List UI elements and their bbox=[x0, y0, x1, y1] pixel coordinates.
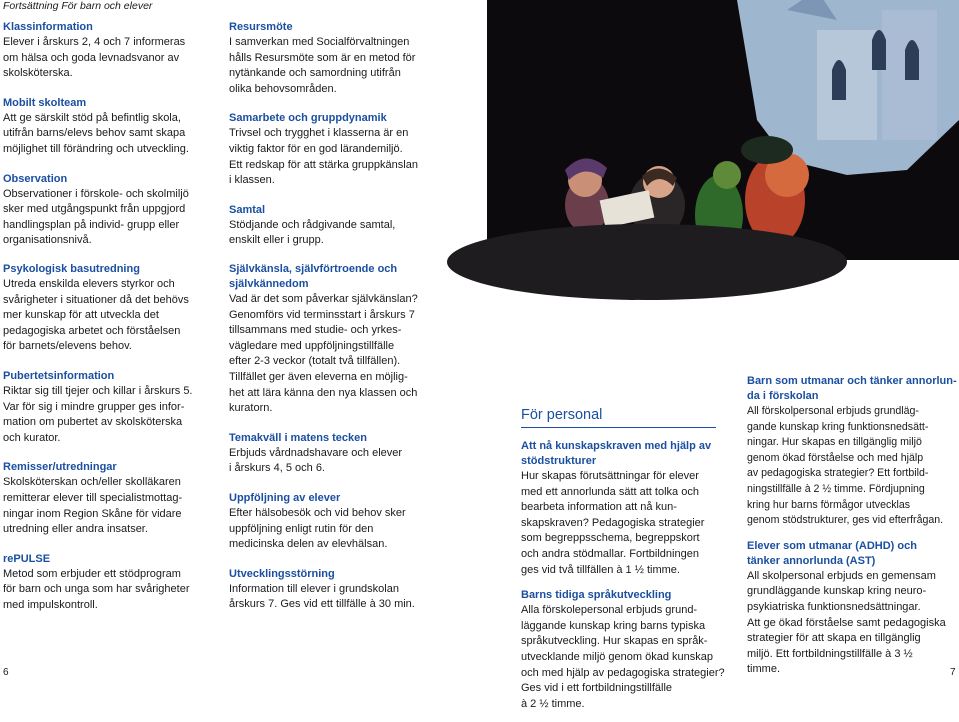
section-barn-som-utmanar bbox=[747, 374, 959, 529]
section-body: All skolpersonal erbjuds en gemensam grundläggande kunskap kring neuro- psykiatriska funktionsnedsättningar. Att ge ökad förståelse samt pedagogiska strategier för att skapa en tillgänglig miljö. Ett fortbildningstillfälle à 3 ½ timme. bbox=[747, 569, 946, 676]
section-psykologisk-basutredning bbox=[3, 262, 215, 355]
photo-illustration bbox=[487, 0, 959, 260]
section-sjalvkansla bbox=[229, 262, 439, 417]
section-heading: Remisser/utredningar bbox=[3, 461, 117, 474]
section-body: I samverkan med Socialförvaltningen hålls Resursmöte som är en metod för nytänkande och samordning utifrån olika behovsområden. bbox=[229, 36, 416, 95]
page-number-left: 6 bbox=[3, 667, 9, 678]
section-observation bbox=[3, 172, 215, 249]
section-heading: Samtal bbox=[229, 203, 266, 216]
section-body: Stödjande och rådgivande samtal, enskilt eller i grupp. bbox=[229, 218, 396, 247]
section-resursmote bbox=[229, 20, 439, 97]
column-left-top bbox=[3, 20, 215, 263]
section-body: Riktar sig till tjejer och killar i årskurs 5. Var för sig i mindre grupper ges infor- mation om pubertet av skolsköterska och kurator. bbox=[3, 384, 193, 444]
section-stodstrukturer bbox=[521, 439, 736, 578]
photo-children-reading-puppet-theater bbox=[487, 0, 959, 260]
column-middle-bottom bbox=[229, 262, 439, 627]
section-title-for-personal: För personal bbox=[521, 406, 716, 428]
section-temakvall bbox=[229, 431, 439, 477]
column-personal-left bbox=[521, 406, 736, 722]
section-body: Erbjuds vårdnadshavare och elever i årskurs 4, 5 och 6. bbox=[229, 446, 403, 475]
column-left-bottom bbox=[3, 262, 215, 628]
section-body: Utreda enskilda elevers styrkor och svårigheter i situationer då det behövs mer kunskap för att utveckla det pedagogiska arbetet och förståelsen för barnets/elevens behov. bbox=[3, 278, 189, 353]
section-heading: Barns tidiga språkutveckling bbox=[521, 589, 672, 602]
section-body: Observationer i förskole- och skolmiljö sker med utgångspunkt från uppgjord handlingsplan på individ- grupp eller organisationsnivå. bbox=[3, 187, 189, 247]
section-heading: Utvecklingsstörning bbox=[229, 567, 335, 580]
column-middle-top bbox=[229, 20, 439, 263]
section-heading: Observation bbox=[3, 172, 68, 185]
section-heading: Elever som utmanar (ADHD) och tänker annorlunda (AST) bbox=[747, 539, 917, 567]
section-heading: Pubertetsinformation bbox=[3, 369, 115, 382]
section-sprakutveckling bbox=[521, 588, 736, 712]
section-body: Skolsköterskan och/eller skolläkaren remitterar elever till specialistmottag- ningar inom Region Skåne för vidare utredning eller andra insatser. bbox=[3, 476, 183, 536]
section-heading: Att nå kunskapskraven med hjälp av stödstrukturer bbox=[521, 440, 712, 467]
section-heading: Temakväll i matens tecken bbox=[229, 431, 367, 444]
section-heading: Psykologisk basutredning bbox=[3, 263, 140, 275]
running-head: Fortsättning För barn och elever bbox=[3, 0, 153, 12]
section-remisser bbox=[3, 460, 215, 537]
column-personal-right bbox=[747, 374, 959, 688]
section-uppfoljning bbox=[229, 491, 439, 553]
section-samarbete bbox=[229, 111, 439, 188]
section-repulse bbox=[3, 552, 215, 614]
section-body: Elever i årskurs 2, 4 och 7 informeras om hälsa och goda levnadsvanor av skolsköterska. bbox=[3, 36, 186, 80]
section-heading: Uppföljning av elever bbox=[229, 491, 341, 504]
section-body: Metod som erbjuder ett stödprogram för barn och unga som har svårigheter med impulskontroll. bbox=[3, 567, 190, 611]
section-heading: Resursmöte bbox=[229, 21, 293, 33]
section-body: Att ge särskilt stöd på befintlig skola, utifrån barns/elevs behov samt skapa möjlighet till förändring och utveckling. bbox=[3, 111, 189, 155]
section-heading: Samarbete och gruppdynamik bbox=[229, 112, 387, 125]
section-utvecklingsstorning bbox=[229, 567, 439, 613]
section-body: Trivsel och trygghet i klasserna är en viktig faktor för en god lärandemiljö. Ett redskap för att stärka gruppkänslan i klassen. bbox=[229, 127, 418, 187]
section-body: Information till elever i grundskolan årskurs 7. Ges vid ett tillfälle à 30 min. bbox=[229, 582, 415, 611]
section-heading: Mobilt skolteam bbox=[3, 96, 87, 109]
section-samtal bbox=[229, 203, 439, 249]
section-body: Vad är det som påverkar självkänslan? Genomförs vid terminsstart i årskurs 7 tillsammans med studie- och yrkes- vägledare med uppföljningstillfälle efter 2-3 veckor (totalt två tillfällen). Tillfället ger även eleverna en möjlig- het att lära känna den nya klassen och kuratorn. bbox=[229, 293, 418, 415]
section-body: Hur skapas förutsättningar för elever med ett annorlunda sätt att tolka och bearbeta information att nå kun- skapskraven? Pedagogiska strategier som begreppsschema, begreppskort och andra stödmallar. Fortbildningen ges vid två tillfällen à 1 ½ timme. bbox=[521, 470, 705, 576]
section-pubertetsinformation bbox=[3, 369, 215, 446]
section-body: All förskolpersonal erbjuds grundläg- gande kunskap kring funktionsnedsätt- ningar. Hur skapas en tillgänglig miljö genom ökad förståelse och med hjälp av pedagogiska strategier? Ett fortbild- ningstillfälle à 2 ½ timme. Fördjupning kring hur barns förmågor utvecklas genom stödstrukturer, ges vid efterfrågan. bbox=[747, 405, 944, 527]
section-heading: rePULSE bbox=[3, 552, 51, 565]
section-heading: Självkänsla, självförtroende och självkännedom bbox=[229, 263, 398, 290]
section-heading: Barn som utmanar och tänker annorlun- da i förskolan bbox=[747, 375, 957, 402]
section-klassinformation bbox=[3, 20, 215, 82]
section-elever-som-utmanar bbox=[747, 539, 959, 678]
section-body: Alla förskolepersonal erbjuds grund- läggande kunskap kring barns typiska språkutveckling. Hur skapas en språk- utvecklande miljö genom ökad kunskap och med hjälp av pedagogiska strategier? Ges vid i ett fortbildningstillfälle à 2 ½ timme. bbox=[521, 604, 725, 710]
page-number-right: 7 bbox=[950, 667, 956, 678]
section-body: Efter hälsobesök och vid behov sker uppföljning enligt rutin för den medicinska delen av elevhälsan. bbox=[229, 506, 406, 551]
section-mobilt-skolteam bbox=[3, 96, 215, 158]
section-heading: Klassinformation bbox=[3, 21, 93, 33]
